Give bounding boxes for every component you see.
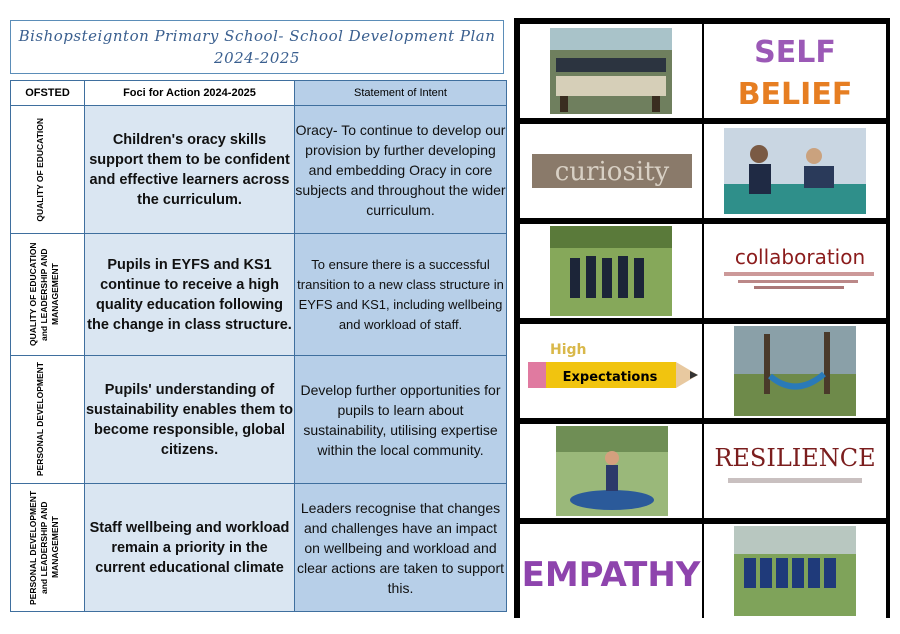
foci-cell: Pupils' understanding of sustainability enables them to become responsible, global citizens. [85, 356, 295, 484]
curiosity-image [520, 124, 702, 218]
intent-cell: Leaders recognise that changes and challenges have an impact on wellbeing and workload and clear actions are taken to support this. [295, 484, 507, 612]
title-line-2: 2024-2025 [214, 49, 300, 67]
self-text: SELF [754, 35, 836, 70]
intent-cell: Oracy- To continue to develop our provision by further developing and embedding Oracy in core subjects and throughout the wider curriculum. [295, 106, 507, 234]
curiosity-text: curiosity [554, 157, 670, 187]
foci-cell: Children's oracy skills support them to be confident and effective learners across the curriculum. [85, 106, 295, 234]
photo-book-fair-image [520, 24, 702, 118]
column-header: OFSTED [11, 81, 85, 106]
intent-cell: Develop further opportunities for pupils to learn about sustainability, utilising expertise within the local community. [295, 356, 507, 484]
column-header: Statement of Intent [295, 81, 507, 106]
high-text: High [550, 342, 587, 358]
resilience-text: RESILIENCE [714, 444, 876, 472]
curiosity-tile [520, 124, 702, 218]
resilience-tile [704, 424, 886, 518]
table-row [11, 106, 507, 234]
table-row [11, 234, 507, 356]
photo-trampoline [520, 424, 702, 518]
empathy-image [520, 524, 702, 618]
collaboration-text: collaboration [734, 245, 866, 269]
self-belief-image [704, 24, 886, 118]
photo-trampoline-image [520, 424, 702, 518]
category-cell [11, 234, 85, 356]
photo-outdoor-hammock-image [704, 324, 886, 418]
photo-reading [704, 124, 886, 218]
category-label: PERSONAL DEVELOPMENT [34, 362, 45, 477]
category-label: PERSONAL DEVELOPMENT and LEADERSHIP AND MANAGEMENT [27, 490, 60, 605]
category-label: QUALITY OF EDUCATION and LEADERSHIP AND MANAGEMENT [27, 242, 60, 347]
category-cell [11, 484, 85, 612]
plan-table [10, 80, 507, 612]
photo-football-team-image [704, 524, 886, 618]
foci-cell: Pupils in EYFS and KS1 continue to receive a high quality education following the change in class structure. [85, 234, 295, 356]
photo-pupils-field-image [520, 224, 702, 318]
photo-pupils-field [520, 224, 702, 318]
photo-book-fair [520, 24, 702, 118]
collaboration-tile [704, 224, 886, 318]
expectations-text: Expectations [562, 370, 658, 385]
empathy-tile [520, 524, 702, 618]
title-line-1: Bishopsteignton Primary School- School Development Plan [18, 27, 496, 45]
category-cell [11, 106, 85, 234]
category-label: QUALITY OF EDUCATION [34, 117, 45, 222]
values-grid [514, 18, 890, 618]
photo-football-team [704, 524, 886, 618]
column-header: Foci for Action 2024-2025 [85, 81, 295, 106]
high-expectations-tile [520, 324, 702, 418]
belief-text: BELIEF [737, 77, 853, 112]
photo-reading-image [704, 124, 886, 218]
plan-title [10, 20, 504, 74]
high-expectations-image [520, 324, 702, 418]
table-row [11, 484, 507, 612]
resilience-image [704, 424, 886, 518]
collaboration-image [704, 224, 886, 318]
foci-cell: Staff wellbeing and workload remain a priority in the current educational climate [85, 484, 295, 612]
table-row [11, 356, 507, 484]
self-belief-tile [704, 24, 886, 118]
table-header-row [11, 81, 507, 106]
empathy-text: EMPATHY [521, 555, 701, 595]
intent-cell: To ensure there is a successful transition to a new class structure in EYFS and KS1, including wellbeing and workload of staff. [295, 234, 507, 356]
category-cell [11, 356, 85, 484]
photo-outdoor-hammock [704, 324, 886, 418]
